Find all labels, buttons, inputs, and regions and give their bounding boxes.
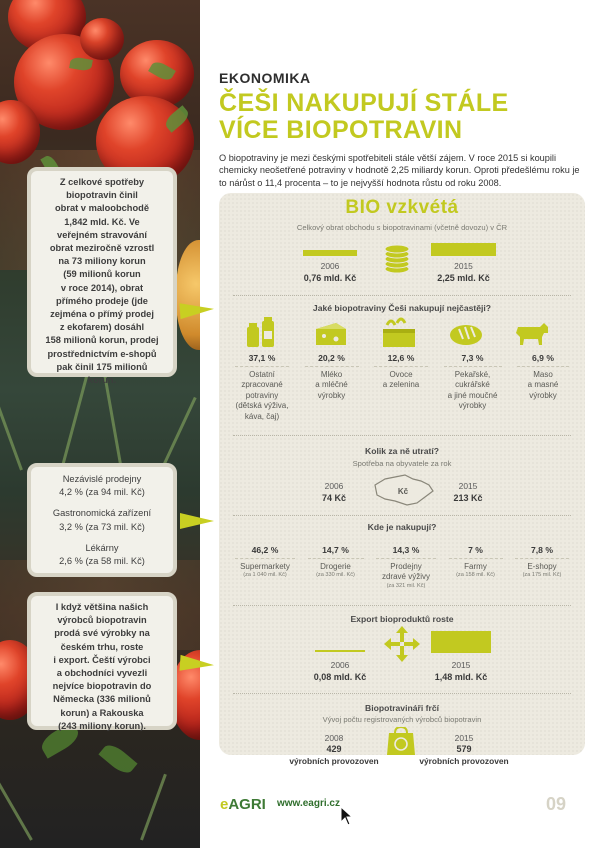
export-heading: Export bioproduktů roste: [350, 614, 454, 624]
callout-line: nejvíce biopotravin do: [52, 681, 152, 692]
product-label: a masné: [527, 380, 559, 390]
where-item: [304, 545, 368, 595]
spend-subtitle: Spotřeba na obyvatele za rok: [352, 459, 452, 468]
producers-year-2008: 2008: [324, 733, 344, 743]
product-label: Ostatní: [249, 370, 275, 379]
svg-text:Kč: Kč: [397, 487, 409, 496]
callout-pointer: [180, 513, 214, 529]
logo-agri: AGRI: [228, 796, 266, 813]
turnover-year-2015: 2015: [454, 261, 473, 271]
product-label: Pekařské,: [454, 370, 491, 379]
where-label: zdravé výživy: [381, 572, 430, 582]
products-heading: Jaké biopotraviny Češi nakupují nejčastěji?: [312, 303, 492, 313]
where-note: (za 158 mil. Kč): [456, 572, 495, 579]
divider: [233, 605, 571, 606]
divider: [233, 295, 571, 296]
product-item: [440, 353, 506, 423]
product-label: cukrářské: [455, 380, 490, 390]
divider: [515, 558, 569, 559]
export-year-2015: 2015: [451, 660, 471, 670]
callout-line: i export. Čeští výrobci: [53, 654, 151, 665]
product-item: [231, 353, 293, 423]
producers-year-2015: 2015: [454, 733, 474, 743]
product-item: [513, 353, 573, 423]
divider: [235, 366, 289, 367]
intro-paragraph: O biopotraviny je mezi českými spotřebiteli stále větší zájem. V roce 2015 si koupili chemicky neošetřené potraviny v hodnotě 2,25 miliardy korun. Oproti předešlému roku je to nárůst o 11,4 procenta – to je nejvyšší hodnota růstu od roku 2008.: [219, 153, 580, 188]
callout-line: obrat meziročně vzrostl: [49, 243, 155, 254]
where-note: (za 321 mil. Kč): [386, 582, 426, 589]
products-row: [231, 353, 573, 423]
product-item: [301, 353, 363, 423]
export-bar-2006: [315, 650, 365, 652]
channel-value: 3,2 % (za 73 mil. Kč): [59, 521, 145, 532]
callout-line: korun.: [87, 375, 117, 386]
divider: [233, 435, 571, 436]
where-label: Prodejny: [390, 562, 422, 571]
callout-line: na 73 miliony korun: [58, 256, 146, 267]
channel-name: Gastronomická zařízení: [52, 508, 152, 519]
divider: [235, 558, 295, 559]
where-item: [372, 545, 440, 595]
callout-line: (243 miliony korun).: [58, 720, 146, 731]
where-label: Supermarkety: [240, 562, 290, 571]
callout-channels: [27, 463, 177, 577]
turnover-year-2006: 2006: [320, 261, 340, 271]
product-label: výrobky: [458, 401, 487, 411]
producers-label-2015: výrobních provozoven: [419, 756, 509, 766]
callout-line: pak činil 175 milionů: [56, 361, 148, 372]
callout-line: přímého prodeje (jde: [56, 295, 148, 306]
product-label: a zelenina: [382, 380, 420, 390]
where-label: Drogerie: [320, 562, 351, 571]
producers-value-2015: 579: [456, 744, 472, 754]
product-label: Ovoce: [389, 370, 413, 379]
infographic-title: BIO vzkvétá: [345, 197, 459, 218]
callout-pointer: [179, 655, 214, 673]
callout-line: veřejném stravování: [57, 229, 147, 240]
spend-value-2015: 213 Kč: [453, 493, 483, 503]
export-year-2006: 2006: [330, 660, 350, 670]
callout-retail-summary: [27, 167, 177, 386]
product-label: a mléčné: [315, 380, 348, 390]
callout-export: [27, 592, 177, 730]
divider: [233, 693, 571, 694]
product-label: zpracované: [241, 380, 283, 390]
export-value-2015: 1,48 mld. Kč: [434, 672, 488, 682]
where-note: (za 330 mil. Kč): [316, 572, 355, 579]
where-percent: 46,2 %: [251, 545, 279, 555]
jars-icon: [244, 317, 278, 349]
spend-year-2015: 2015: [458, 481, 478, 491]
spend-value-2006: 74 Kč: [321, 493, 347, 503]
article-title: [219, 90, 589, 144]
product-percent: 7,3 %: [461, 353, 484, 363]
callout-line: korun) a Rakouska: [60, 707, 144, 718]
spend-year-2006: 2006: [324, 481, 344, 491]
callout-line: výrobců biopotravin: [57, 615, 147, 626]
export-arrows-icon: [383, 625, 421, 663]
callout-line: prodá své výrobky na: [54, 628, 150, 639]
callout-line: a obchodníci vyvezli: [56, 668, 148, 679]
channel-value: 2,6 % (za 58 mil. Kč): [59, 556, 145, 567]
callout-line: prostřednictvím e-shopů: [47, 348, 157, 359]
product-percent: 37,1 %: [248, 353, 276, 363]
where-percent: 14,7 %: [322, 545, 349, 555]
turnover-bar-2006: [303, 250, 357, 256]
product-percent: 20,2 %: [318, 353, 345, 363]
producers-subtitle: Vývoj počtu registrovaných výrobců biopotravin: [322, 715, 482, 724]
product-item: [370, 353, 432, 423]
product-percent: 12,6 %: [387, 353, 415, 363]
mouse-cursor-icon: [340, 806, 354, 826]
where-item: [511, 545, 573, 595]
divider: [376, 558, 436, 559]
cheese-icon: [314, 321, 348, 347]
title-line: ČEŠI NAKUPUJÍ STÁLE: [219, 89, 509, 117]
product-label: výrobky: [317, 390, 346, 400]
divider: [449, 558, 503, 559]
infographic-panel: [219, 193, 585, 766]
callout-line: zejména o přímý prodej: [50, 309, 154, 320]
callout-line: I když většina našich: [55, 602, 149, 612]
spend-heading: Kolik za ně utratí?: [364, 446, 439, 456]
where-item: [231, 545, 299, 595]
eagri-logo[interactable]: [220, 796, 266, 813]
where-percent: 7,8 %: [531, 545, 553, 555]
divider: [444, 366, 502, 367]
callout-pointer: [179, 301, 214, 319]
producers-label-2008: výrobních provozoven: [289, 756, 379, 766]
channel-value: 4,2 % (za 94 mil. Kč): [59, 487, 145, 498]
where-heading: Kde je nakupují?: [367, 522, 437, 532]
product-percent: 6,9 %: [532, 353, 554, 363]
turnover-value-2006: 0,76 mld. Kč: [303, 273, 357, 283]
cow-icon: [514, 321, 550, 347]
channel-name: Nezávislé prodejny: [62, 474, 142, 484]
where-label: E-shopy: [527, 562, 557, 571]
logo-e: e: [220, 796, 229, 813]
czech-map-icon: [371, 473, 435, 507]
title-line: VÍCE BIOPOTRAVIN: [219, 116, 463, 144]
callout-line: z ekofarem) dosáhl: [59, 322, 145, 333]
where-item: [445, 545, 507, 595]
bread-icon: [449, 321, 483, 347]
channel-name: Lékárny: [85, 542, 119, 553]
product-label: výrobky: [529, 390, 557, 400]
where-label: Farmy: [464, 562, 487, 571]
callout-line: (59 milionů korun: [63, 269, 141, 280]
callout-line: Německa (336 milionů: [53, 694, 151, 705]
product-label: a jiné moučné: [447, 390, 498, 400]
product-label: káva, čaj): [244, 411, 280, 421]
where-row: [231, 545, 573, 595]
callout-line: v roce 2014), obrat: [60, 282, 144, 293]
divider: [305, 366, 359, 367]
recycle-bag-icon: [385, 727, 417, 755]
divider: [374, 366, 428, 367]
coins-icon: [382, 241, 412, 275]
section-label: EKONOMIKA: [219, 70, 311, 86]
turnover-value-2015: 2,25 mld. Kč: [437, 273, 490, 283]
vegetable-box-icon: [381, 317, 417, 349]
divider: [233, 515, 571, 516]
producers-heading: Biopotravináři frčí: [364, 703, 440, 713]
turnover-bar-2015: [431, 243, 496, 256]
website-link[interactable]: www.eagri.cz: [277, 798, 340, 809]
callout-line: českém trhu, roste: [60, 641, 144, 652]
where-note: (za 175 mil. Kč): [522, 572, 562, 579]
callout-line: 158 milionů korun, prodej: [45, 335, 159, 346]
callout-line: obrat v maloobchodě: [54, 203, 149, 214]
page-number: 09: [546, 794, 567, 814]
where-percent: 14,3 %: [392, 545, 420, 555]
divider: [308, 558, 364, 559]
where-note: (za 1 040 mil. Kč): [243, 572, 287, 579]
divider: [517, 366, 569, 367]
export-value-2006: 0,08 mld. Kč: [313, 672, 367, 682]
export-bar-2015: [431, 631, 491, 653]
product-label: Maso: [533, 370, 553, 379]
product-label: potraviny: [245, 390, 279, 400]
callout-line: biopotravin činil: [66, 190, 138, 201]
producers-value-2008: 429: [326, 744, 342, 754]
product-label: (dětská výživa,: [235, 401, 289, 411]
infographic-subtitle: Celkový obrat obchodu s biopotravinami (včetně dovozu) v ČR: [296, 223, 508, 232]
product-label: Mléko: [320, 370, 343, 379]
callout-line: Z celkové spotřeby: [59, 177, 145, 187]
where-percent: 7 %: [468, 545, 483, 555]
callout-line: 1,842 mld. Kč. Ve: [64, 216, 140, 227]
